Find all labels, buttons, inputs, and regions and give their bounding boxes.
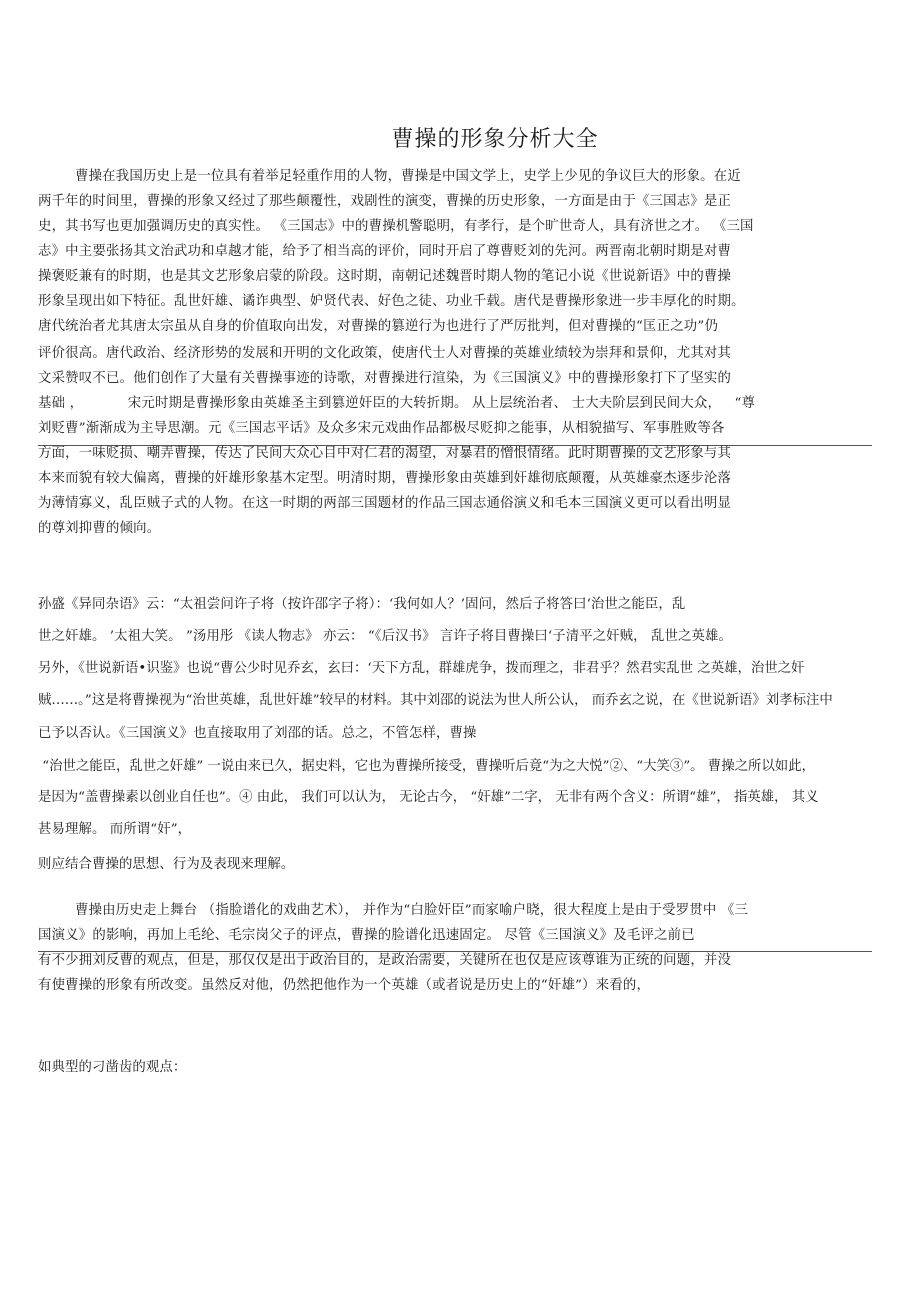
page-title: 曹操的形象分析大全 <box>391 127 599 152</box>
text-line: 史，其书写也更加强调历史的真实性。 《三国志》中的曹操机警聪明，有孝行，是个旷世奇人，具有济世之才。 《三国 <box>38 219 754 234</box>
text-line: 孙盛《异同杂语》云：“太祖尝问许子将（按许邵字子将）：‘我何如人？’固问，然后子将答曰‘治世之能臣，乱 <box>38 597 686 612</box>
text-line: 为薄情寡义，乱臣贼子式的人物。在这一时期的两部三国题材的作品三国志通俗演义和毛本三国演义更可以看出明显 <box>38 496 732 511</box>
text-line: 曹操在我国历史上是一位具有着举足轻重作用的人物，曹操是中国文学上，史学上少见的争议巨大的形象。在近 <box>75 169 741 184</box>
text-line: 国演义》的影响，再加上毛纶、毛宗岗父子的评点，曹操的脸谱化迅速固定。 尽管《三国演义》及毛评之前已 <box>38 928 695 943</box>
text-line: 刘贬曹”渐渐成为主导思潮。元《三国志平话》及众多宋元戏曲作品都极尽贬抑之能事，从相貌描写、军事胜败等各 <box>38 421 725 436</box>
text-line: 是因为“盖曹操素以创业自任也”。④ 由此， 我们可以认为， 无论古今， “奸雄”二字， 无非有两个含义：所谓“雄”， 指英雄， 其义 <box>38 790 819 805</box>
text-line: 已予以否认。《三国演义》也直接取用了刘邵的话。总之，不管怎样，曹操 <box>38 726 477 741</box>
text-line: 有不少拥刘反曹的观点，但是，那仅仅是出于政治目的，是政治需要，关键所在也仅是应该尊谁为正统的问题，并没 <box>38 953 732 968</box>
text-line: 志》中主要张扬其文治武功和卓越才能，给予了相当高的评价，同时开启了尊曹贬刘的先河。两晋南北朝时期是对曹 <box>38 244 732 259</box>
text-line: 另外，《世说新语•识鉴》也说“曹公少时见乔玄，玄曰：‘天下方乱，群雄虎争，拨而理之，非君乎？然君实乱世 之英雄，治世之奸 <box>38 661 805 676</box>
text-line: 世之奸雄。 ’太祖大笑。 ”汤用彤 《读人物志》 亦云： “《后汉书》 言许子将目曹操曰‘子清平之奸贼， 乱世之英雄。 <box>38 629 732 644</box>
text-line: 文采赞叹不已。他们创作了大量有关曹操事迹的诗歌，对曹操进行渲染，为《三国演义》中的曹操形象打下了坚实的 <box>38 371 732 386</box>
text-line: 操褒贬兼有的时期，也是其文艺形象启蒙的阶段。这时期，南朝记述魏晋时期人物的笔记小说《世说新语》中的曹操 <box>38 269 732 284</box>
text-line: 两千年的时间里，曹操的形象又经过了那些颠覆性，戏剧性的演变，曹操的历史形象，一方面是由于《三国志》是正 <box>38 194 732 209</box>
text-line: 则应结合曹操的思想、行为及表现来理解。 <box>38 857 295 872</box>
text-line: 方面，一味贬损、嘲弄曹操，传达了民间大众心目中对仁君的渴望，对暴君的憎恨情绪。此时期曹操的文艺形象与其 <box>38 446 732 461</box>
text-line: 甚易理解。 而所谓“奸”， <box>38 822 192 837</box>
text-line: 的尊刘抑曹的倾向。 <box>38 521 161 536</box>
text-line: 唐代统治者尤其唐太宗虽从自身的价值取向出发，对曹操的篡逆行为也进行了严厉批判，但对曹操的“匡正之功”仍 <box>38 319 719 334</box>
text-line: 形象呈现出如下特征。乱世奸雄、谲诈典型、妒贤代表、好色之徒、功业千载。唐代是曹操形象进一步丰厚化的时期。 <box>38 294 745 309</box>
text-line: 曹操由历史走上舞台 （指脸谱化的戏曲艺术）， 并作为“白脸奸臣”而家喻户晓，很大程度上是由于受罗贯中 《三 <box>75 903 749 918</box>
text-line: 评价很高。唐代政治、经济形势的发展和开明的文化政策，使唐代士人对曹操的英雄业绩较为崇拜和景仰，尤其对其 <box>38 346 732 361</box>
text-line: 有使曹操的形象有所改变。虽然反对他，仍然把他作为一个英雄（或者说是历史上的“奸雄”）来看的， <box>38 978 651 993</box>
text-line: 如典型的刁凿齿的观点： <box>38 1060 187 1075</box>
text-line: 本来而貌有较大偏离，曹操的奸雄形象基木定型。明清时期，曹操形象由英雄到奸雄彻底颠覆，从英雄豪杰逐步沦落 <box>38 471 732 486</box>
text-line: 基础 ， 宋元时期是曹操形象由英雄圣主到篡逆奸臣的大转折期。 从上层统治者、 士大夫阶层到民间大众， “尊 <box>38 396 756 411</box>
text-line: “治世之能臣，乱世之奸雄” 一说由来已久，据史料，它也为曹操所接受，曹操听后竟“为之大悦”②、“大笑③”。 曹操之所以如此， <box>38 759 815 774</box>
text-line: 贼……。”这是将曹操视为“治世英雄，乱世奸雄”较早的材料。其中刘邵的说法为世人所公认， 而乔玄之说，在《世说新语》刘孝标注中 <box>38 693 833 708</box>
